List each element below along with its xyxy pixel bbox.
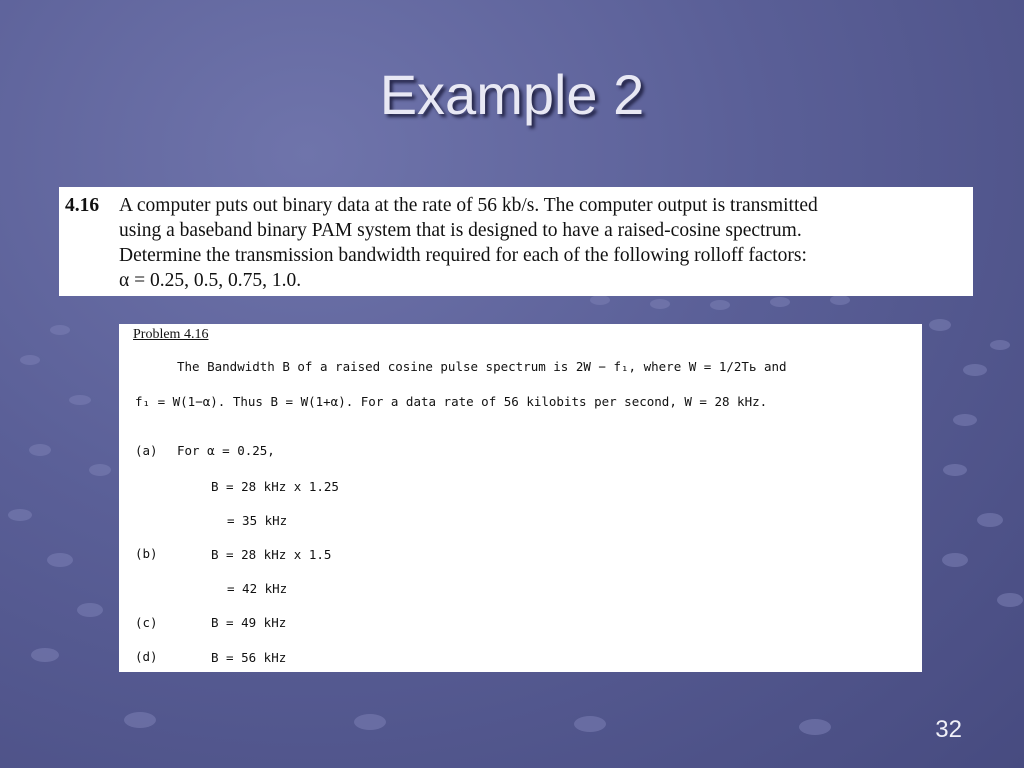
problem-line: using a baseband binary PAM system that is designed to have a raised-cosine spectrum. [119, 220, 802, 241]
part-c-line: B = 49 kHz [211, 615, 287, 630]
part-a-label: (a) [135, 443, 158, 458]
problem-number: 4.16 [65, 195, 100, 216]
solution-line: f₁ = W(1−α). Thus B = W(1+α). For a data rate of 56 kilobits per second, W = 28 kHz. [135, 394, 768, 409]
part-a-for: For α = 0.25, [177, 443, 275, 458]
problem-line: Determine the transmission bandwidth required for each of the following rolloff factors: [119, 245, 807, 266]
solution-line: The Bandwidth B of a raised cosine pulse spectrum is 2W − f₁, where W = 1/2Tь and [177, 359, 787, 374]
solution-heading: Problem 4.16 [133, 327, 209, 342]
solution-image [119, 324, 922, 672]
part-b-line: B = 28 kHz x 1.5 [211, 547, 332, 562]
part-b-result: = 42 kHz [227, 581, 288, 596]
slide-number: 32 [935, 716, 962, 743]
part-b-label: (b) [135, 546, 158, 561]
problem-line: A computer puts out binary data at the rate of 56 kb/s. The computer output is transmitted [119, 195, 818, 216]
part-a-result: = 35 kHz [227, 513, 288, 528]
part-d-label: (d) [135, 649, 158, 664]
part-c-label: (c) [135, 615, 158, 630]
problem-statement-image [59, 187, 973, 296]
part-a-line: B = 28 kHz x 1.25 [211, 479, 339, 494]
slide-title: Example 2 [379, 63, 645, 126]
part-d-line: B = 56 kHz [211, 650, 287, 665]
problem-line: α = 0.25, 0.5, 0.75, 1.0. [119, 270, 302, 291]
